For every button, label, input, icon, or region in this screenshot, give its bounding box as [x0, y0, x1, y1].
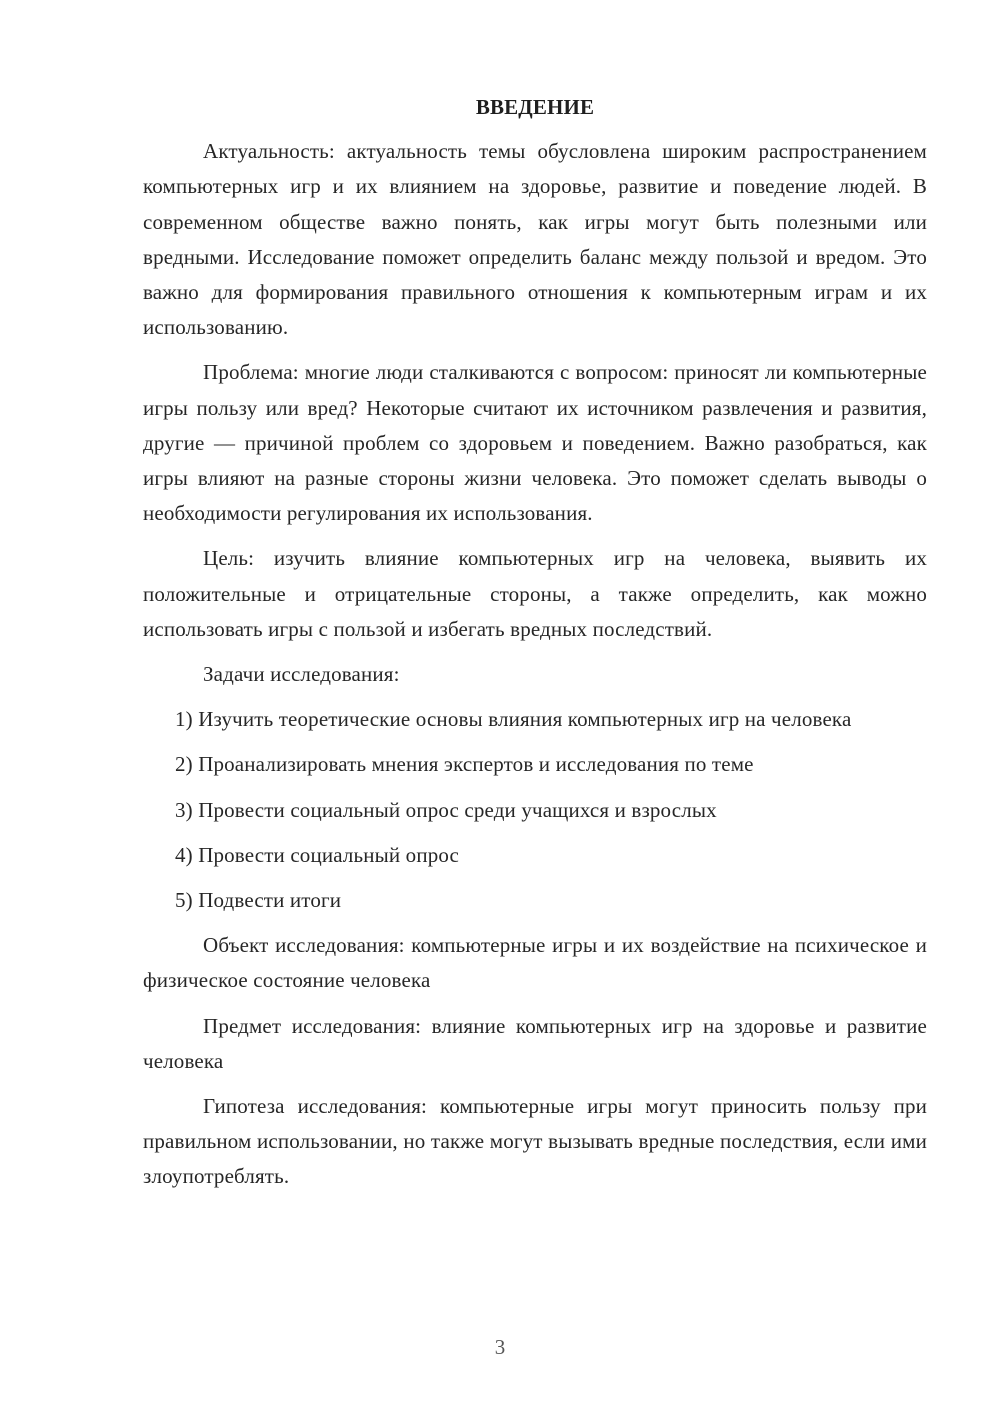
subject-paragraph: Предмет исследования: влияние компьютерных игр на здоровье и развитие человека: [143, 1013, 927, 1073]
problem-paragraph: Проблема: многие люди сталкиваются с вопросом: приносят ли компьютерные игры пользу или вред? Некоторые считают их источником развлечения и развития, другие — причиной проблем со здоровьем и поведением. Важно разобраться, как игры влияют на разные стороны жизни человека. Это поможет сделать выводы о необходимости регулирования их использования.: [143, 360, 927, 526]
document-page: [143, 90, 927, 1205]
task-item: 3) Провести социальный опрос среди учащихся и взрослых: [175, 797, 717, 822]
task-item: 2) Проанализировать мнения экспертов и исследования по теме: [175, 752, 754, 777]
goal-paragraph: Цель: изучить влияние компьютерных игр на человека, выявить их положительные и отрицательные стороны, а также определить, как можно использовать игры с пользой и избегать вредных последствий.: [143, 546, 927, 641]
task-item: 4) Провести социальный опрос: [175, 842, 460, 867]
tasks-title: Задачи исследования:: [203, 662, 400, 687]
page-number: 3: [494, 1335, 506, 1359]
hypothesis-paragraph: Гипотеза исследования: компьютерные игры могут приносить пользу при правильном использовании, но также могут вызывать вредные последствия, если ими злоупотреблять.: [143, 1094, 927, 1189]
object-paragraph: Объект исследования: компьютерные игры и их воздействие на психическое и физическое состояние человека: [143, 933, 927, 993]
task-item: 1) Изучить теоретические основы влияния компьютерных игр на человека: [175, 707, 852, 732]
task-item: 5) Подвести итоги: [175, 888, 342, 913]
section-heading: ВВЕДЕНИЕ: [475, 95, 595, 119]
relevance-paragraph: Актуальность: актуальность темы обусловлена широким распространением компьютерных игр и их влиянием на здоровье, развитие и поведение людей. В современном обществе важно понять, как игры могут быть полезными или вредными. Исследование поможет определить баланс между пользой и вредом. Это важно для формирования правильного отношения к компьютерным играм и их использованию.: [143, 139, 927, 340]
